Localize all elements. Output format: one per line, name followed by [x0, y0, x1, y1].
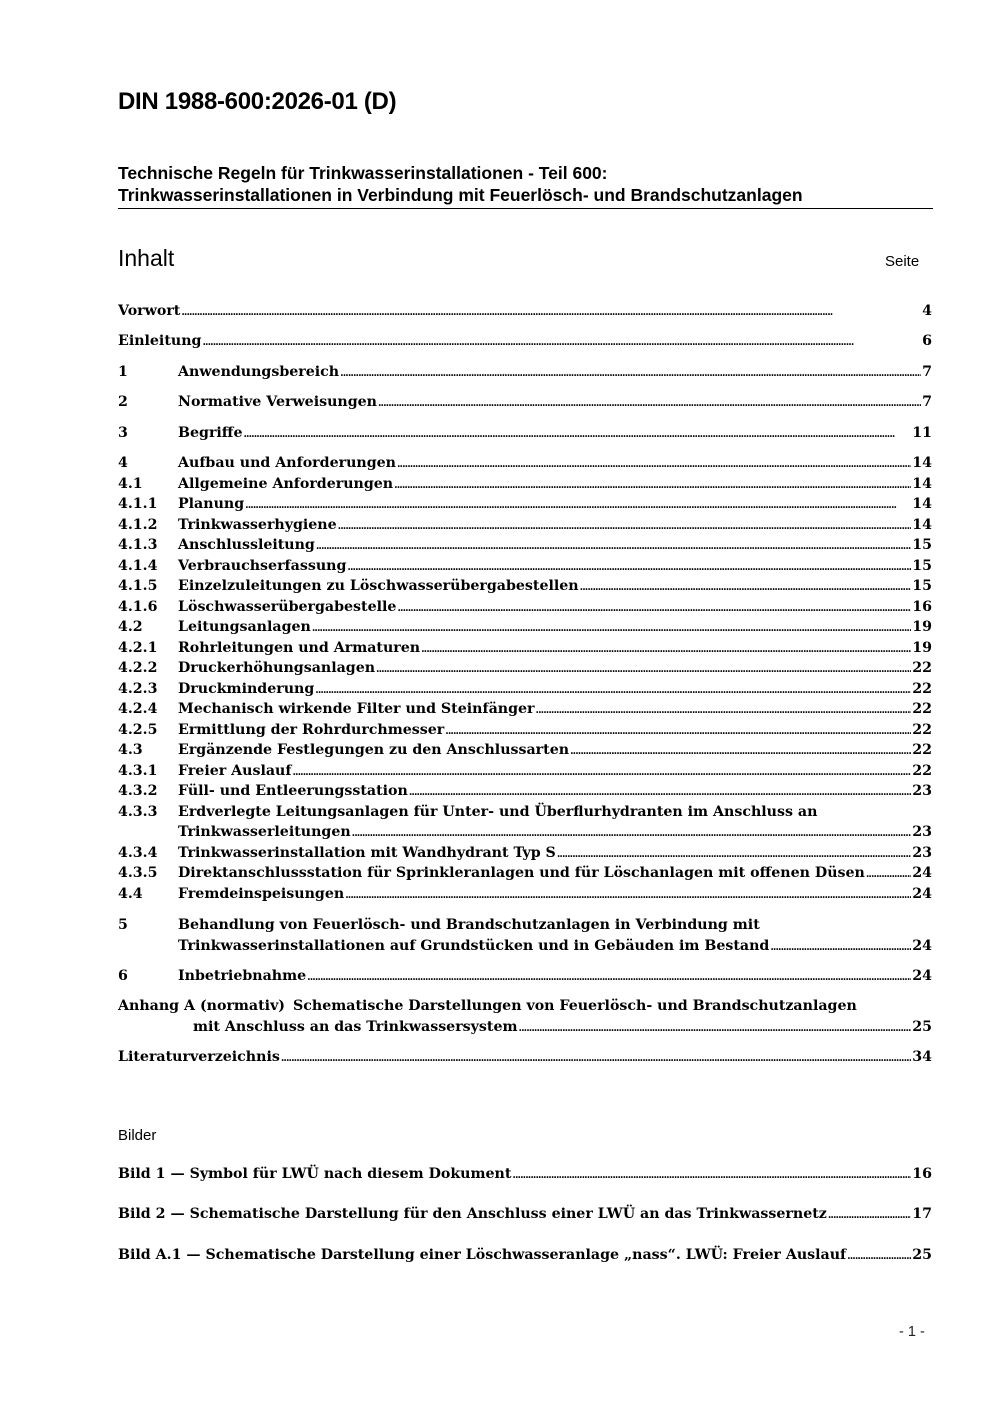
toc-heading: Inhalt — [118, 245, 175, 271]
toc-entry[interactable] — [118, 679, 932, 700]
toc-entry-page: 14 — [912, 516, 932, 533]
figures-heading: Bilder — [118, 1127, 157, 1144]
toc-entry-number: 4.1.2 — [118, 516, 158, 533]
toc-entry-text: mit Anschluss an das Trinkwassersystem — [193, 1018, 518, 1035]
toc-entry-text: Einzelzuleitungen zu Löschwasserübergabestellen — [178, 578, 579, 594]
dot-leader — [409, 781, 911, 804]
toc-einleitung[interactable] — [118, 331, 932, 352]
toc-entry-number: 4.3.2 — [118, 783, 158, 799]
dot-leader — [394, 474, 911, 497]
toc-entry-page: 6 — [922, 333, 932, 349]
dot-leader — [445, 720, 911, 743]
toc-literaturverzeichnis[interactable] — [118, 1047, 932, 1068]
toc-entry-number: 4.2 — [118, 619, 143, 635]
toc-entry-page: 14 — [912, 455, 932, 471]
toc-entry-text: Trinkwasserinstallationen auf Grundstücken und in Gebäuden im Bestand — [178, 937, 770, 954]
toc-entry-page: 16 — [912, 598, 932, 615]
toc-entry-number: 4.1.1 — [118, 496, 158, 512]
toc-section-6[interactable] — [118, 966, 932, 987]
toc-entry-number: 4.3 — [118, 742, 143, 758]
toc-entry[interactable] — [118, 863, 932, 884]
toc-entry-text: Direktanschlussstation für Sprinkleranlagen und für Löschanlagen mit offenen Düsen — [178, 865, 865, 881]
toc-entry[interactable] — [118, 617, 932, 638]
dot-leader — [340, 362, 921, 385]
dot-leader — [397, 453, 911, 476]
toc-entry-number: 4.2.1 — [118, 639, 158, 656]
toc-entry-page: 14 — [912, 496, 932, 512]
toc-entry-number: 4.1.6 — [118, 598, 158, 615]
dot-leader — [181, 301, 921, 324]
figure-entry-text: Bild 2 — Schematische Darstellung für den Anschluss einer LWÜ an das Trinkwassernetz — [118, 1206, 827, 1222]
toc-entry-page: 22 — [912, 680, 932, 697]
toc-entry[interactable] — [118, 556, 932, 577]
toc-entry-page: 22 — [912, 762, 932, 779]
toc-entry-number: 2 — [118, 394, 128, 410]
toc-entry-text: Inbetriebnahme — [178, 968, 307, 984]
document-id: DIN 1988-600:2026-01 (D) — [118, 88, 397, 115]
toc-entry-number: 4.3.4 — [118, 844, 158, 861]
toc-entry-text: Fremdeinspeisungen — [178, 885, 345, 902]
title-line-1: Technische Regeln für Trinkwasserinstallationen - Teil 600: — [118, 163, 608, 183]
dot-leader — [376, 658, 911, 681]
toc-entry-text: Anwendungsbereich — [178, 364, 340, 380]
toc-entry-text: Trinkwasserhygiene — [178, 516, 337, 533]
toc-entry-page: 11 — [912, 425, 932, 441]
toc-section-4-group — [118, 453, 932, 904]
dot-leader — [378, 392, 921, 415]
page-number: - 1 - — [899, 1324, 925, 1340]
toc-entry-text: Ergänzende Festlegungen zu den Anschlussarten — [178, 742, 570, 758]
toc-vorwort[interactable] — [118, 301, 932, 322]
toc-entry-text: Verbrauchserfassung — [178, 557, 347, 574]
page-column-label: Seite — [885, 253, 920, 270]
toc-entry-page: 19 — [912, 619, 932, 635]
toc-entry-text: Allgemeine Anforderungen — [178, 475, 394, 492]
toc-anhang-a[interactable] — [118, 996, 932, 1037]
toc-entry[interactable] — [118, 494, 932, 515]
toc-entry-text: Druckerhöhungsanlagen — [178, 660, 376, 676]
dot-leader — [770, 936, 911, 959]
toc-entry-text: Löschwasserübergabestelle — [178, 598, 397, 615]
toc-entry-number: 4 — [118, 455, 128, 471]
dot-leader — [866, 863, 911, 886]
toc-entry-4-3-3[interactable] — [118, 802, 932, 823]
figure-entry-3[interactable] — [118, 1245, 932, 1266]
toc-entry-4-3-3-cont[interactable] — [118, 822, 932, 843]
toc-section-5[interactable] — [118, 915, 932, 956]
toc-entry[interactable] — [118, 740, 932, 761]
toc-entry-text: Literaturverzeichnis — [118, 1049, 280, 1065]
toc-entry[interactable] — [118, 535, 932, 556]
toc-entry[interactable] — [118, 781, 932, 802]
toc-entry-text: Füll- und Entleerungsstation — [178, 783, 408, 799]
toc-entry[interactable] — [118, 515, 932, 536]
toc-entry-number: 4.3.1 — [118, 762, 158, 779]
toc-entry-text: Behandlung von Feuerlösch- und Brandschutzanlagen in Verbindung mit — [178, 917, 760, 933]
toc-entry-text: Aufbau und Anforderungen — [178, 455, 396, 471]
toc-entry-page: 15 — [912, 578, 932, 594]
toc-entry[interactable] — [118, 597, 932, 618]
dot-leader — [512, 1164, 911, 1187]
toc-entry-number: 4.2.2 — [118, 660, 158, 676]
toc-entry[interactable] — [118, 884, 932, 905]
toc-entry[interactable] — [118, 474, 932, 495]
toc-entry-text: Erdverlegte Leitungsanlagen für Unter- und Überflurhydranten im Anschluss an — [178, 803, 818, 820]
toc-entry-text: Planung — [178, 496, 245, 512]
toc-entry-number: 4.3.3 — [118, 803, 158, 820]
dot-leader — [352, 822, 912, 845]
toc-entry-number: 4.2.4 — [118, 701, 158, 717]
figure-entry-2[interactable] — [118, 1204, 932, 1225]
dot-leader — [847, 1245, 911, 1268]
toc-entry[interactable] — [118, 453, 932, 474]
toc-entry-text: Einleitung — [118, 333, 202, 349]
toc-entry-text: Trinkwasserinstallation mit Wandhydrant Typ S — [178, 844, 556, 861]
dot-leader — [536, 699, 912, 722]
toc-entry-page: 23 — [912, 844, 932, 861]
toc-entry-page: 4 — [922, 303, 932, 319]
toc-entry-page: 14 — [912, 475, 932, 492]
toc-entry-page: 15 — [912, 557, 932, 574]
toc-entry-page: 24 — [912, 865, 932, 881]
dot-leader — [243, 423, 911, 446]
dot-leader — [570, 740, 911, 763]
annex-label: Anhang A (normativ) — [118, 998, 286, 1014]
title-line-2: Trinkwasserinstallationen in Verbindung mit Feuerlösch- und Brandschutzanlagen — [118, 185, 803, 205]
toc-entry-page: 23 — [912, 783, 932, 799]
toc-entry-text: Freier Auslauf — [178, 762, 292, 779]
toc-entry-page: 22 — [912, 721, 932, 738]
figure-entry-text: Bild 1 — Symbol für LWÜ nach diesem Dokument — [118, 1166, 512, 1182]
toc-section-3[interactable] — [118, 423, 932, 444]
toc-entry-number: 4.1.3 — [118, 537, 158, 553]
toc-entry-number: 6 — [118, 968, 128, 984]
figure-entry-text: Bild A.1 — Schematische Darstellung einer Löschwasseranlage „nass“. LWÜ: Freier Auslauf — [118, 1247, 847, 1263]
toc-entry-page: 15 — [912, 537, 932, 553]
toc-entry-text: Vorwort — [118, 303, 181, 319]
toc-entry-text: Trinkwasserleitungen — [178, 824, 351, 840]
toc-entry-number: 4.4 — [118, 885, 143, 902]
toc-entry-page: 24 — [912, 937, 932, 954]
toc-entry-page: 24 — [912, 885, 932, 902]
toc-section-1[interactable] — [118, 362, 932, 383]
toc-entry-text: Ermittlung der Rohrdurchmesser — [178, 721, 445, 738]
figure-entry-1[interactable] — [118, 1164, 932, 1185]
toc-entry-text: Normative Verweisungen — [178, 394, 377, 410]
toc-entry-text: Schematische Darstellungen von Feuerlösch- und Brandschutzanlagen — [293, 998, 857, 1014]
dot-leader — [421, 638, 911, 661]
dot-leader — [316, 535, 911, 558]
toc-entry-number: 4.2.5 — [118, 721, 158, 738]
toc-entry-number: 1 — [118, 364, 128, 380]
toc-entry-page: 22 — [912, 660, 932, 676]
toc-entry-page: 34 — [912, 1049, 932, 1065]
toc-entry-page: 7 — [922, 364, 932, 380]
dot-leader — [312, 617, 911, 640]
dot-leader — [345, 884, 911, 907]
toc-entry[interactable] — [118, 576, 932, 597]
toc-entry-number: 3 — [118, 425, 128, 441]
toc-entry[interactable] — [118, 699, 932, 720]
toc-entry-page: 25 — [912, 1018, 932, 1035]
dot-leader — [292, 761, 911, 784]
toc-entry-text: Rohrleitungen und Armaturen — [178, 639, 421, 656]
toc-entry-text: Druckminderung — [178, 680, 315, 697]
dot-leader — [397, 597, 911, 620]
dot-leader — [338, 515, 912, 538]
dot-leader — [519, 1017, 912, 1040]
dot-leader — [202, 331, 921, 354]
dot-leader — [580, 576, 912, 599]
toc-entry-number: 5 — [118, 917, 128, 933]
toc-entry-text: Anschlussleitung — [178, 537, 315, 553]
toc-entry-page: 22 — [912, 701, 932, 717]
toc-entry[interactable] — [118, 658, 932, 679]
toc-section-2[interactable] — [118, 392, 932, 413]
toc-entry[interactable] — [118, 638, 932, 659]
toc-entry[interactable] — [118, 720, 932, 741]
dot-leader — [315, 679, 911, 702]
document-title — [118, 162, 933, 209]
toc-entry-number: 4.2.3 — [118, 680, 158, 697]
toc-entry-number: 4.1.4 — [118, 557, 158, 574]
figure-entry-page: 17 — [912, 1206, 932, 1222]
toc-entry[interactable] — [118, 761, 932, 782]
toc-entry-page: 24 — [912, 968, 932, 984]
dot-leader — [245, 494, 911, 517]
dot-leader — [281, 1047, 911, 1070]
dot-leader — [557, 843, 911, 866]
figure-entry-page: 25 — [912, 1247, 932, 1263]
toc-entry-number: 4.3.5 — [118, 865, 158, 881]
dot-leader — [347, 556, 911, 579]
dot-leader — [307, 966, 911, 989]
toc-entry-text: Mechanisch wirkende Filter und Steinfänger — [178, 701, 535, 717]
toc-entry-text: Begriffe — [178, 425, 243, 441]
toc-entry-page: 19 — [912, 639, 932, 656]
toc-entry-text: Leitungsanlagen — [178, 619, 311, 635]
dot-leader — [828, 1204, 911, 1227]
toc-entry-page: 7 — [922, 394, 932, 410]
toc-entry-page: 22 — [912, 742, 932, 758]
toc-entry-page: 23 — [912, 824, 932, 840]
toc-entry-number: 4.1.5 — [118, 578, 158, 594]
figure-entry-page: 16 — [912, 1166, 932, 1182]
toc-entry[interactable] — [118, 843, 932, 864]
toc-entry-number: 4.1 — [118, 475, 143, 492]
